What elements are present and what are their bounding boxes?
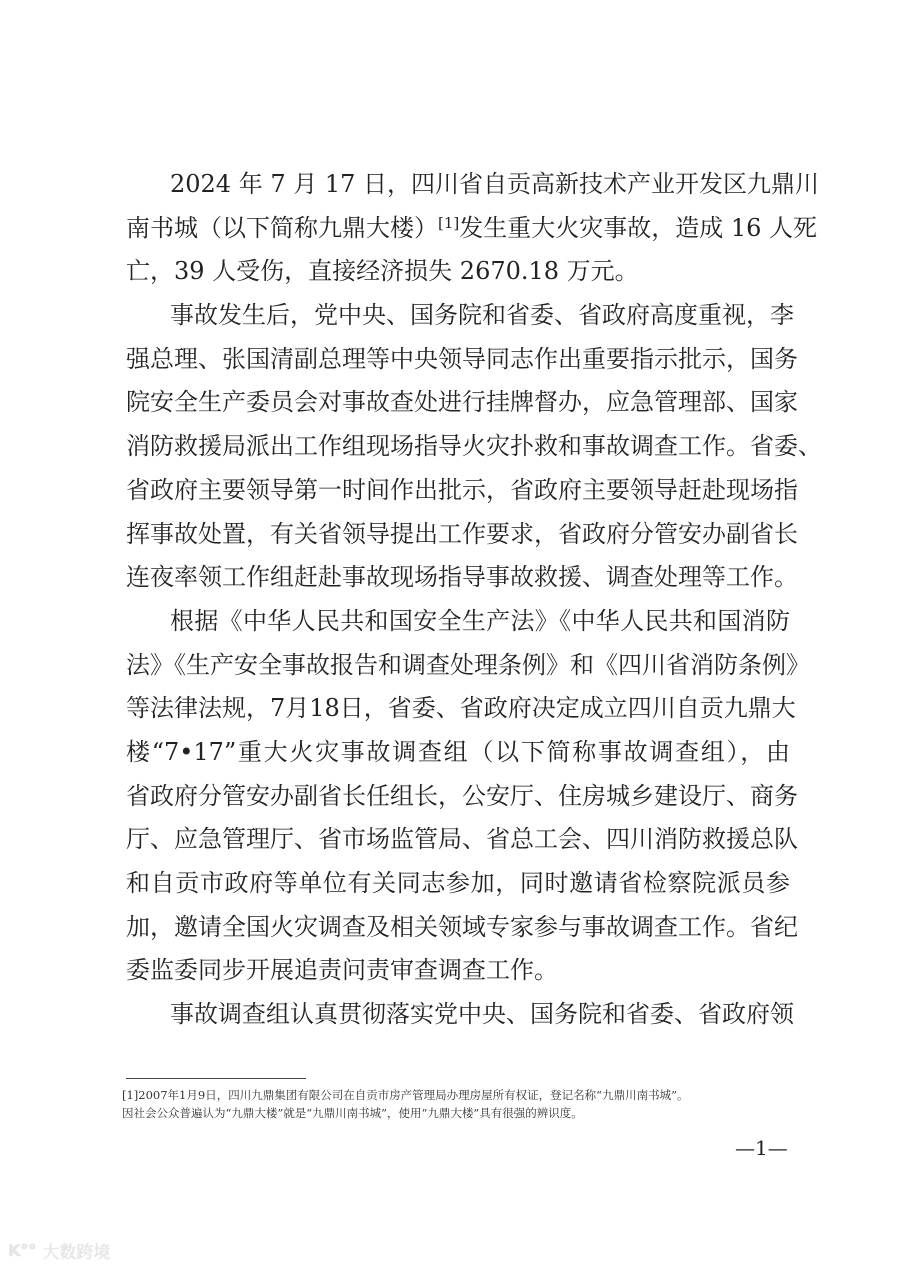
text-line: 事故发生后，党中央、国务院和省委、省政府高度重视，李 — [170, 301, 794, 330]
watermark — [8, 1238, 110, 1263]
text-line: 和自贡市政府等单位有关同志参加，同时邀请省检察院派员参 — [126, 869, 790, 897]
document-body — [126, 163, 822, 1037]
text-line: 厅、应急管理厅、省市场监管局、省总工会、四川消防救援总队 — [126, 825, 798, 854]
footnote-line: [1]2007年1月9日，四川九鼎集团有限公司在自贡市房产管理局办理房屋所有权证，登记名称“九鼎川南书城”。 — [122, 1088, 689, 1102]
footnote-divider — [126, 1078, 306, 1079]
footnote-line: 因社会公众普遍认为“九鼎大楼”就是“九鼎川南书城”，使用“九鼎大楼”具有很强的辨识度。 — [122, 1106, 583, 1120]
text-line: 亡，39 人受伤，直接经济损失 2670.18 万元。 — [126, 257, 639, 286]
text-line: 根据《中华人民共和国安全生产法》《中华人民共和国消防 — [170, 606, 790, 635]
text-line: 委监委同步开展追责问责审查调查工作。 — [126, 956, 558, 985]
text-line: 2024 年 7 月 17 日，四川省自贡高新技术产业开发区九鼎川 — [170, 170, 820, 198]
text-line: 强总理、张国清副总理等中央领导同志作出重要指示批示，国务 — [126, 344, 798, 373]
footnote-ref[interactable]: [1] — [438, 213, 460, 232]
text-line: 省政府主要领导第一时间作出批示，省政府主要领导赶赴现场指 — [126, 475, 798, 504]
watermark-logo-icon: K°° — [8, 1241, 37, 1260]
text-line: 南书城（以下简称九鼎大楼）[1]发生重大火灾事故，造成 16 人死 — [126, 213, 818, 242]
text-line: 事故调查组认真贯彻落实党中央、国务院和省委、省政府领 — [170, 1000, 794, 1029]
text-line: 加，邀请全国火灾调查及相关领域专家参与事故调查工作。省纪 — [126, 912, 798, 941]
page-number: —1— — [735, 1136, 788, 1160]
text-line: 等法律法规，7月18日，省委、省政府决定成立四川自贡九鼎大 — [126, 694, 796, 723]
text-line: 院安全生产委员会对事故查处进行挂牌督办，应急管理部、国家 — [126, 388, 798, 417]
text-line: 楼“7•17”重大火灾事故调查组（以下简称事故调查组），由 — [126, 737, 790, 766]
text-line: 连夜率领工作组赶赴事故现场指导事故救援、调查处理等工作。 — [126, 563, 798, 592]
text-line: 挥事故处置，有关省领导提出工作要求，省政府分管安办副省长 — [126, 519, 798, 548]
text-line: 消防救援局派出工作组现场指导火灾扑救和事故调查工作。省委、 — [126, 432, 822, 461]
watermark-text: 大数跨境 — [42, 1243, 111, 1263]
footnotes — [122, 1086, 802, 1122]
text-line: 省政府分管安办副省长任组长，公安厅、住房城乡建设厅、商务 — [126, 781, 798, 810]
text-line: 法》《生产安全事故报告和调查处理条例》和《四川省消防条例》 — [126, 650, 810, 679]
